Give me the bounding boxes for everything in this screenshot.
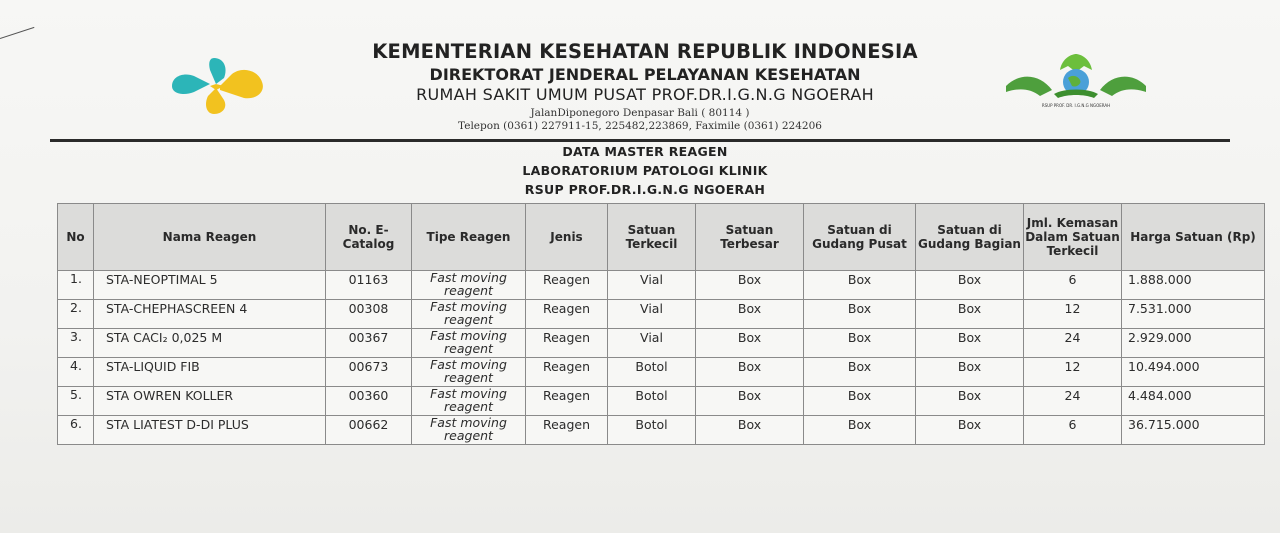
largest-unit: Box [696, 329, 804, 358]
package-quantity: 12 [1024, 300, 1122, 329]
central-warehouse-unit: Box [804, 387, 916, 416]
document-title [380, 142, 910, 199]
catalog-number: 01163 [326, 271, 412, 300]
table-row [58, 358, 1265, 387]
reagent-kind: Reagen [526, 271, 608, 300]
table-row [58, 300, 1265, 329]
table-header-row [58, 204, 1265, 271]
package-quantity: 6 [1024, 416, 1122, 445]
unit-price: 2.929.000 [1122, 329, 1265, 358]
reagent-kind: Reagen [526, 416, 608, 445]
reagent-table [57, 203, 1265, 445]
column-header: No [58, 204, 94, 271]
catalog-number: 00673 [326, 358, 412, 387]
catalog-number: 00308 [326, 300, 412, 329]
largest-unit: Box [696, 358, 804, 387]
directorate-name: DIREKTORAT JENDERAL PELAYANAN KESEHATAN [429, 65, 861, 84]
column-header: Nama Reagen [94, 204, 326, 271]
ministry-name: KEMENTERIAN KESEHATAN REPUBLIK INDONESIA [372, 40, 918, 63]
table-row [58, 387, 1265, 416]
column-header: Jenis [526, 204, 608, 271]
catalog-number: 00662 [326, 416, 412, 445]
reagent-kind: Reagen [526, 387, 608, 416]
reagent-kind: Reagen [526, 329, 608, 358]
pen-mark [0, 27, 34, 39]
row-number: 5. [58, 387, 94, 416]
column-header: Harga Satuan (Rp) [1122, 204, 1265, 271]
central-warehouse-unit: Box [804, 300, 916, 329]
largest-unit: Box [696, 387, 804, 416]
row-number: 1. [58, 271, 94, 300]
row-number: 3. [58, 329, 94, 358]
row-number: 4. [58, 358, 94, 387]
department-warehouse-unit: Box [916, 271, 1024, 300]
reagent-name: STA-CHEPHASCREEN 4 [94, 300, 326, 329]
reagent-name: STA OWREN KOLLER [94, 387, 326, 416]
title-line-2: LABORATORIUM PATOLOGI KLINIK [522, 163, 768, 178]
largest-unit: Box [696, 271, 804, 300]
address-block [380, 107, 900, 133]
central-warehouse-unit: Box [804, 358, 916, 387]
reagent-kind: Reagen [526, 358, 608, 387]
central-warehouse-unit: Box [804, 329, 916, 358]
package-quantity: 12 [1024, 358, 1122, 387]
smallest-unit: Vial [608, 271, 696, 300]
smallest-unit: Botol [608, 358, 696, 387]
column-header: Jml. Kemasan Dalam Satuan Terkecil [1024, 204, 1122, 271]
reagent-type: Fast moving reagent [412, 271, 526, 300]
title-line-3: RSUP PROF.DR.I.G.N.G NGOERAH [524, 182, 766, 197]
column-header: No. E-Catalog [326, 204, 412, 271]
row-number: 6. [58, 416, 94, 445]
reagent-name: STA LIATEST D-DI PLUS [94, 416, 326, 445]
reagent-name: STA-NEOPTIMAL 5 [94, 271, 326, 300]
department-warehouse-unit: Box [916, 416, 1024, 445]
column-header: Satuan Terbesar [696, 204, 804, 271]
logo-caption: RSUP PROF. DR. I.G.N.G NGOERAH [1041, 103, 1111, 108]
letterhead [290, 40, 1000, 104]
unit-price: 10.494.000 [1122, 358, 1265, 387]
table-row [58, 416, 1265, 445]
reagent-kind: Reagen [526, 300, 608, 329]
unit-price: 36.715.000 [1122, 416, 1265, 445]
department-warehouse-unit: Box [916, 300, 1024, 329]
department-warehouse-unit: Box [916, 387, 1024, 416]
reagent-type: Fast moving reagent [412, 358, 526, 387]
column-header: Satuan di Gudang Bagian [916, 204, 1024, 271]
department-warehouse-unit: Box [916, 329, 1024, 358]
table-row [58, 329, 1265, 358]
smallest-unit: Vial [608, 329, 696, 358]
catalog-number: 00367 [326, 329, 412, 358]
reagent-name: STA CACI₂ 0,025 M [94, 329, 326, 358]
central-warehouse-unit: Box [804, 271, 916, 300]
largest-unit: Box [696, 416, 804, 445]
address-line: JalanDiponegoro Denpasar Bali ( 80114 ) [530, 107, 750, 119]
table-row [58, 271, 1265, 300]
column-header: Tipe Reagen [412, 204, 526, 271]
reagent-type: Fast moving reagent [412, 329, 526, 358]
department-warehouse-unit: Box [916, 358, 1024, 387]
package-quantity: 24 [1024, 329, 1122, 358]
largest-unit: Box [696, 300, 804, 329]
smallest-unit: Botol [608, 387, 696, 416]
smallest-unit: Vial [608, 300, 696, 329]
reagent-type: Fast moving reagent [412, 300, 526, 329]
reagent-type: Fast moving reagent [412, 416, 526, 445]
unit-price: 7.531.000 [1122, 300, 1265, 329]
unit-price: 1.888.000 [1122, 271, 1265, 300]
reagent-name: STA-LIQUID FIB [94, 358, 326, 387]
title-line-1: DATA MASTER REAGEN [562, 144, 728, 159]
catalog-number: 00360 [326, 387, 412, 416]
unit-price: 4.484.000 [1122, 387, 1265, 416]
column-header: Satuan di Gudang Pusat [804, 204, 916, 271]
hospital-name: RUMAH SAKIT UMUM PUSAT PROF.DR.I.G.N.G NGOERAH [416, 85, 874, 104]
kemenkes-logo-icon [170, 56, 276, 116]
row-number: 2. [58, 300, 94, 329]
package-quantity: 6 [1024, 271, 1122, 300]
phone-line: Telepon (0361) 227911-15, 225482,223869, Faximile (0361) 224206 [458, 120, 822, 132]
reagent-type: Fast moving reagent [412, 387, 526, 416]
package-quantity: 24 [1024, 387, 1122, 416]
smallest-unit: Botol [608, 416, 696, 445]
rsup-ngoerah-logo-icon [1000, 52, 1152, 110]
column-header: Satuan Terkecil [608, 204, 696, 271]
central-warehouse-unit: Box [804, 416, 916, 445]
